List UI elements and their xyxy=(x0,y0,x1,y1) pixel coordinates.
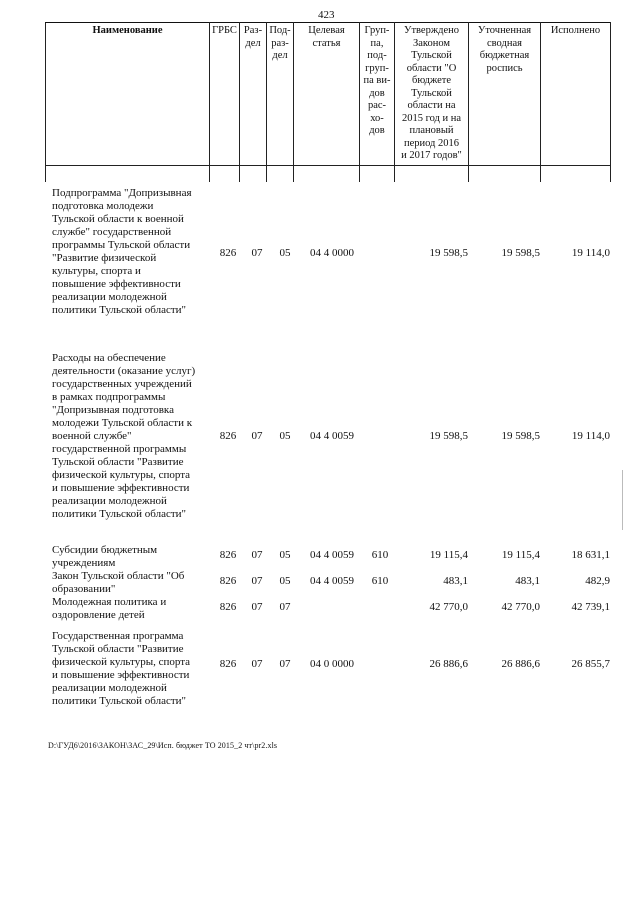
row-target: 04 0 0000 xyxy=(310,658,354,670)
row-target: 04 4 0000 xyxy=(310,247,354,259)
row-executed: 482,9 xyxy=(585,575,610,587)
row-group: 610 xyxy=(371,549,389,561)
row-razdel: 07 xyxy=(251,549,263,561)
row-approved: 19 598,5 xyxy=(429,247,468,259)
row-podrazdel: 05 xyxy=(279,430,291,442)
table-row xyxy=(0,352,640,527)
column-header-razdel: Раз- дел xyxy=(240,23,267,166)
table-row xyxy=(0,630,640,710)
page-number: 423 xyxy=(318,9,335,21)
row-approved: 26 886,6 xyxy=(429,658,468,670)
row-executed: 18 631,1 xyxy=(571,549,610,561)
table-row xyxy=(0,596,640,624)
row-approved: 483,1 xyxy=(443,575,468,587)
row-executed: 26 855,7 xyxy=(571,658,610,670)
column-header-executed: Исполнено xyxy=(541,23,611,166)
row-grbs: 826 xyxy=(219,247,237,259)
row-name: Подпрограмма "Допризывная подготовка молодежи Тульской области к военной службе" государственной программы Тульской области "Развитие физической культуры, спорта и повышение эффективности реализации молодежной политики Тульской области" xyxy=(52,187,192,316)
row-target: 04 4 0059 xyxy=(310,430,354,442)
row-executed: 19 114,0 xyxy=(571,430,610,442)
row-group: 610 xyxy=(371,575,389,587)
row-refined: 19 598,5 xyxy=(501,430,540,442)
scan-artifact-line xyxy=(622,470,623,530)
row-podrazdel: 05 xyxy=(279,575,291,587)
column-header-approved: Утверждено Законом Тульской области "О бюджете Тульской области на 2015 год и на плановый период 2016 и 2017 годов" xyxy=(395,23,469,166)
header-stub-row xyxy=(46,165,611,182)
row-name: Закон Тульской области "Об образовании" xyxy=(52,570,185,595)
footer-file-path: D:\ГУД6\2016\ЗАКОН\ЗАС_29\Исп. бюджет ТО 2015_2 чт\pr2.xls xyxy=(48,741,278,750)
row-razdel: 07 xyxy=(251,658,263,670)
row-podrazdel: 07 xyxy=(279,601,291,613)
row-target: 04 4 0059 xyxy=(310,549,354,561)
row-executed: 42 739,1 xyxy=(571,601,610,613)
table-row xyxy=(0,544,640,572)
row-approved: 19 115,4 xyxy=(429,549,468,561)
row-razdel: 07 xyxy=(251,430,263,442)
column-header-name: Наименование xyxy=(46,23,210,166)
row-grbs: 826 xyxy=(219,658,237,670)
row-podrazdel: 07 xyxy=(279,658,291,670)
row-razdel: 07 xyxy=(251,247,263,259)
column-header-group: Груп- па, под- груп- па ви- дов рас- хо- дов xyxy=(360,23,395,166)
row-approved: 19 598,5 xyxy=(429,430,468,442)
row-executed: 19 114,0 xyxy=(571,247,610,259)
table-row xyxy=(0,570,640,598)
column-header-grbs: ГРБС xyxy=(210,23,240,166)
row-grbs: 826 xyxy=(219,601,237,613)
row-refined: 19 598,5 xyxy=(501,247,540,259)
row-approved: 42 770,0 xyxy=(429,601,468,613)
row-grbs: 826 xyxy=(219,575,237,587)
row-name: Субсидии бюджетным учреждениям xyxy=(52,544,158,569)
table-row xyxy=(0,187,640,327)
row-refined: 19 115,4 xyxy=(501,549,540,561)
row-name: Государственная программа Тульской области "Развитие физической культуры, спорта и повышение эффективности реализации молодежной политики Тульской области" xyxy=(52,630,191,707)
row-razdel: 07 xyxy=(251,601,263,613)
row-name: Расходы на обеспечение деятельности (оказание услуг) государственных учреждений в рамках подпрограммы "Допризывная подготовка молодежи Тульской области к военной службе" государственной программы Тульской области "Развитие физической культуры, спорта и повышение эффективности реализации молодежной политики Тульской области" xyxy=(52,352,196,520)
row-refined: 42 770,0 xyxy=(501,601,540,613)
row-podrazdel: 05 xyxy=(279,247,291,259)
row-grbs: 826 xyxy=(219,430,237,442)
row-grbs: 826 xyxy=(219,549,237,561)
column-header-refined: Уточненная сводная бюджетная роспись xyxy=(469,23,541,166)
column-header-target: Целевая статья xyxy=(294,23,360,166)
column-header-podrazdel: Под- раз- дел xyxy=(267,23,294,166)
row-refined: 483,1 xyxy=(515,575,540,587)
row-target: 04 4 0059 xyxy=(310,575,354,587)
row-razdel: 07 xyxy=(251,575,263,587)
table-header xyxy=(45,22,611,182)
row-name: Молодежная политика и оздоровление детей xyxy=(52,596,167,621)
row-podrazdel: 05 xyxy=(279,549,291,561)
row-refined: 26 886,6 xyxy=(501,658,540,670)
